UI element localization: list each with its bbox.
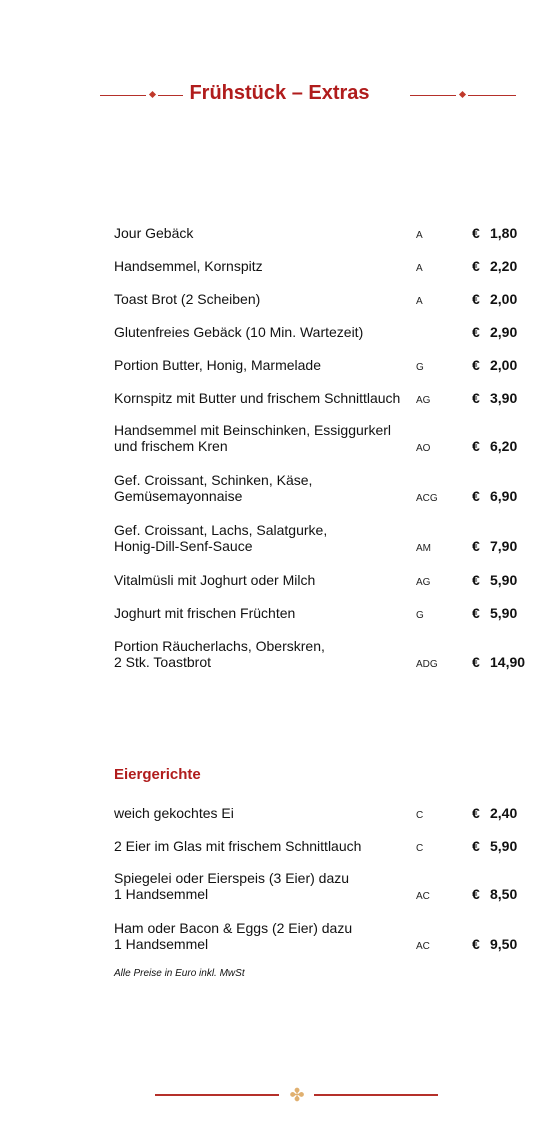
section-title-eiergerichte: Eiergerichte <box>114 766 201 783</box>
currency-symbol: € <box>472 438 480 454</box>
currency-symbol: € <box>472 390 480 406</box>
menu-item-name: weich gekochtes Ei <box>114 805 234 821</box>
footer-divider <box>0 1085 559 1105</box>
allergen-codes: A <box>416 230 423 241</box>
menu-item-name: Ham oder Bacon & Eggs (2 Eier) dazu 1 Handsemmel <box>114 920 353 952</box>
menu-item-name: Kornspitz mit Butter und frischem Schnittlauch <box>114 390 401 406</box>
allergen-codes: AC <box>416 891 430 902</box>
menu-item-price <box>472 291 517 307</box>
currency-symbol: € <box>472 805 480 821</box>
menu-item-price <box>472 324 517 340</box>
currency-symbol: € <box>472 572 480 588</box>
menu-item-price <box>472 805 517 821</box>
currency-symbol: € <box>472 225 480 241</box>
menu-item-name: Gef. Croissant, Schinken, Käse, Gemüsemayonnaise <box>114 472 313 504</box>
allergen-codes: AM <box>416 543 431 554</box>
menu-item-name: Joghurt mit frischen Früchten <box>114 605 296 621</box>
page-title: Frühstück – Extras <box>0 80 559 106</box>
divider-line <box>314 1094 438 1096</box>
menu-item-price <box>472 225 517 241</box>
price-amount: 5,90 <box>490 838 518 854</box>
menu-item-name: Spiegelei oder Eierspeis (3 Eier) dazu 1 Handsemmel <box>114 870 350 902</box>
allergen-codes: AG <box>416 395 431 406</box>
menu-item-price <box>472 390 517 406</box>
allergen-codes: AO <box>416 443 431 454</box>
menu-item-name: Glutenfreies Gebäck (10 Min. Wartezeit) <box>114 324 364 340</box>
menu-item-name: Vitalmüsli mit Joghurt oder Milch <box>114 572 316 588</box>
allergen-codes: ACG <box>416 493 438 504</box>
menu-item-price <box>472 488 517 504</box>
allergen-codes: C <box>416 843 424 854</box>
price-amount: 5,90 <box>490 572 518 588</box>
menu-item-price <box>472 654 525 670</box>
price-amount: 2,90 <box>490 324 518 340</box>
allergen-codes: AG <box>416 577 431 588</box>
price-amount: 2,40 <box>490 805 518 821</box>
price-amount: 9,50 <box>490 936 518 952</box>
price-amount: 2,00 <box>490 291 518 307</box>
menu-item-name: Toast Brot (2 Scheiben) <box>114 291 261 307</box>
menu-item-name: Portion Butter, Honig, Marmelade <box>114 357 321 373</box>
menu-item-price <box>472 357 517 373</box>
currency-symbol: € <box>472 654 480 670</box>
menu-item-name: 2 Eier im Glas mit frischem Schnittlauch <box>114 838 362 854</box>
price-amount: 6,90 <box>490 488 518 504</box>
currency-symbol: € <box>472 488 480 504</box>
menu-item-price <box>472 936 517 952</box>
menu-item-price <box>472 258 517 274</box>
menu-item-price <box>472 886 517 902</box>
price-amount: 6,20 <box>490 438 518 454</box>
currency-symbol: € <box>472 538 480 554</box>
price-amount: 14,90 <box>490 654 526 670</box>
currency-symbol: € <box>472 838 480 854</box>
price-amount: 7,90 <box>490 538 518 554</box>
allergen-codes: A <box>416 263 423 274</box>
menu-item-name: Handsemmel, Kornspitz <box>114 258 263 274</box>
menu-item-name: Gef. Croissant, Lachs, Salatgurke, Honig-Dill-Senf-Sauce <box>114 522 328 554</box>
menu-item-price <box>472 572 517 588</box>
menu-item-price <box>472 438 517 454</box>
price-footnote: Alle Preise in Euro inkl. MwSt <box>114 968 245 979</box>
menu-item-name: Portion Räucherlachs, Oberskren, 2 Stk. Toastbrot <box>114 638 325 670</box>
currency-symbol: € <box>472 291 480 307</box>
header-divider <box>0 80 559 108</box>
price-amount: 1,80 <box>490 225 518 241</box>
flourish-icon: ✤ <box>289 1085 305 1105</box>
currency-symbol: € <box>472 357 480 373</box>
currency-symbol: € <box>472 886 480 902</box>
menu-item-name: Handsemmel mit Beinschinken, Essiggurkerl und frischem Kren <box>114 422 391 454</box>
price-amount: 2,20 <box>490 258 518 274</box>
menu-item-price <box>472 605 517 621</box>
price-amount: 8,50 <box>490 886 518 902</box>
price-amount: 5,90 <box>490 605 518 621</box>
currency-symbol: € <box>472 324 480 340</box>
allergen-codes: G <box>416 610 424 621</box>
divider-line <box>155 1094 279 1096</box>
currency-symbol: € <box>472 258 480 274</box>
price-amount: 3,90 <box>490 390 518 406</box>
currency-symbol: € <box>472 605 480 621</box>
allergen-codes: ADG <box>416 659 438 670</box>
allergen-codes: A <box>416 296 423 307</box>
allergen-codes: G <box>416 362 424 373</box>
price-amount: 2,00 <box>490 357 518 373</box>
allergen-codes: AC <box>416 941 430 952</box>
allergen-codes: C <box>416 810 424 821</box>
menu-item-price <box>472 838 517 854</box>
menu-item-price <box>472 538 517 554</box>
currency-symbol: € <box>472 936 480 952</box>
menu-item-name: Jour Gebäck <box>114 225 194 241</box>
